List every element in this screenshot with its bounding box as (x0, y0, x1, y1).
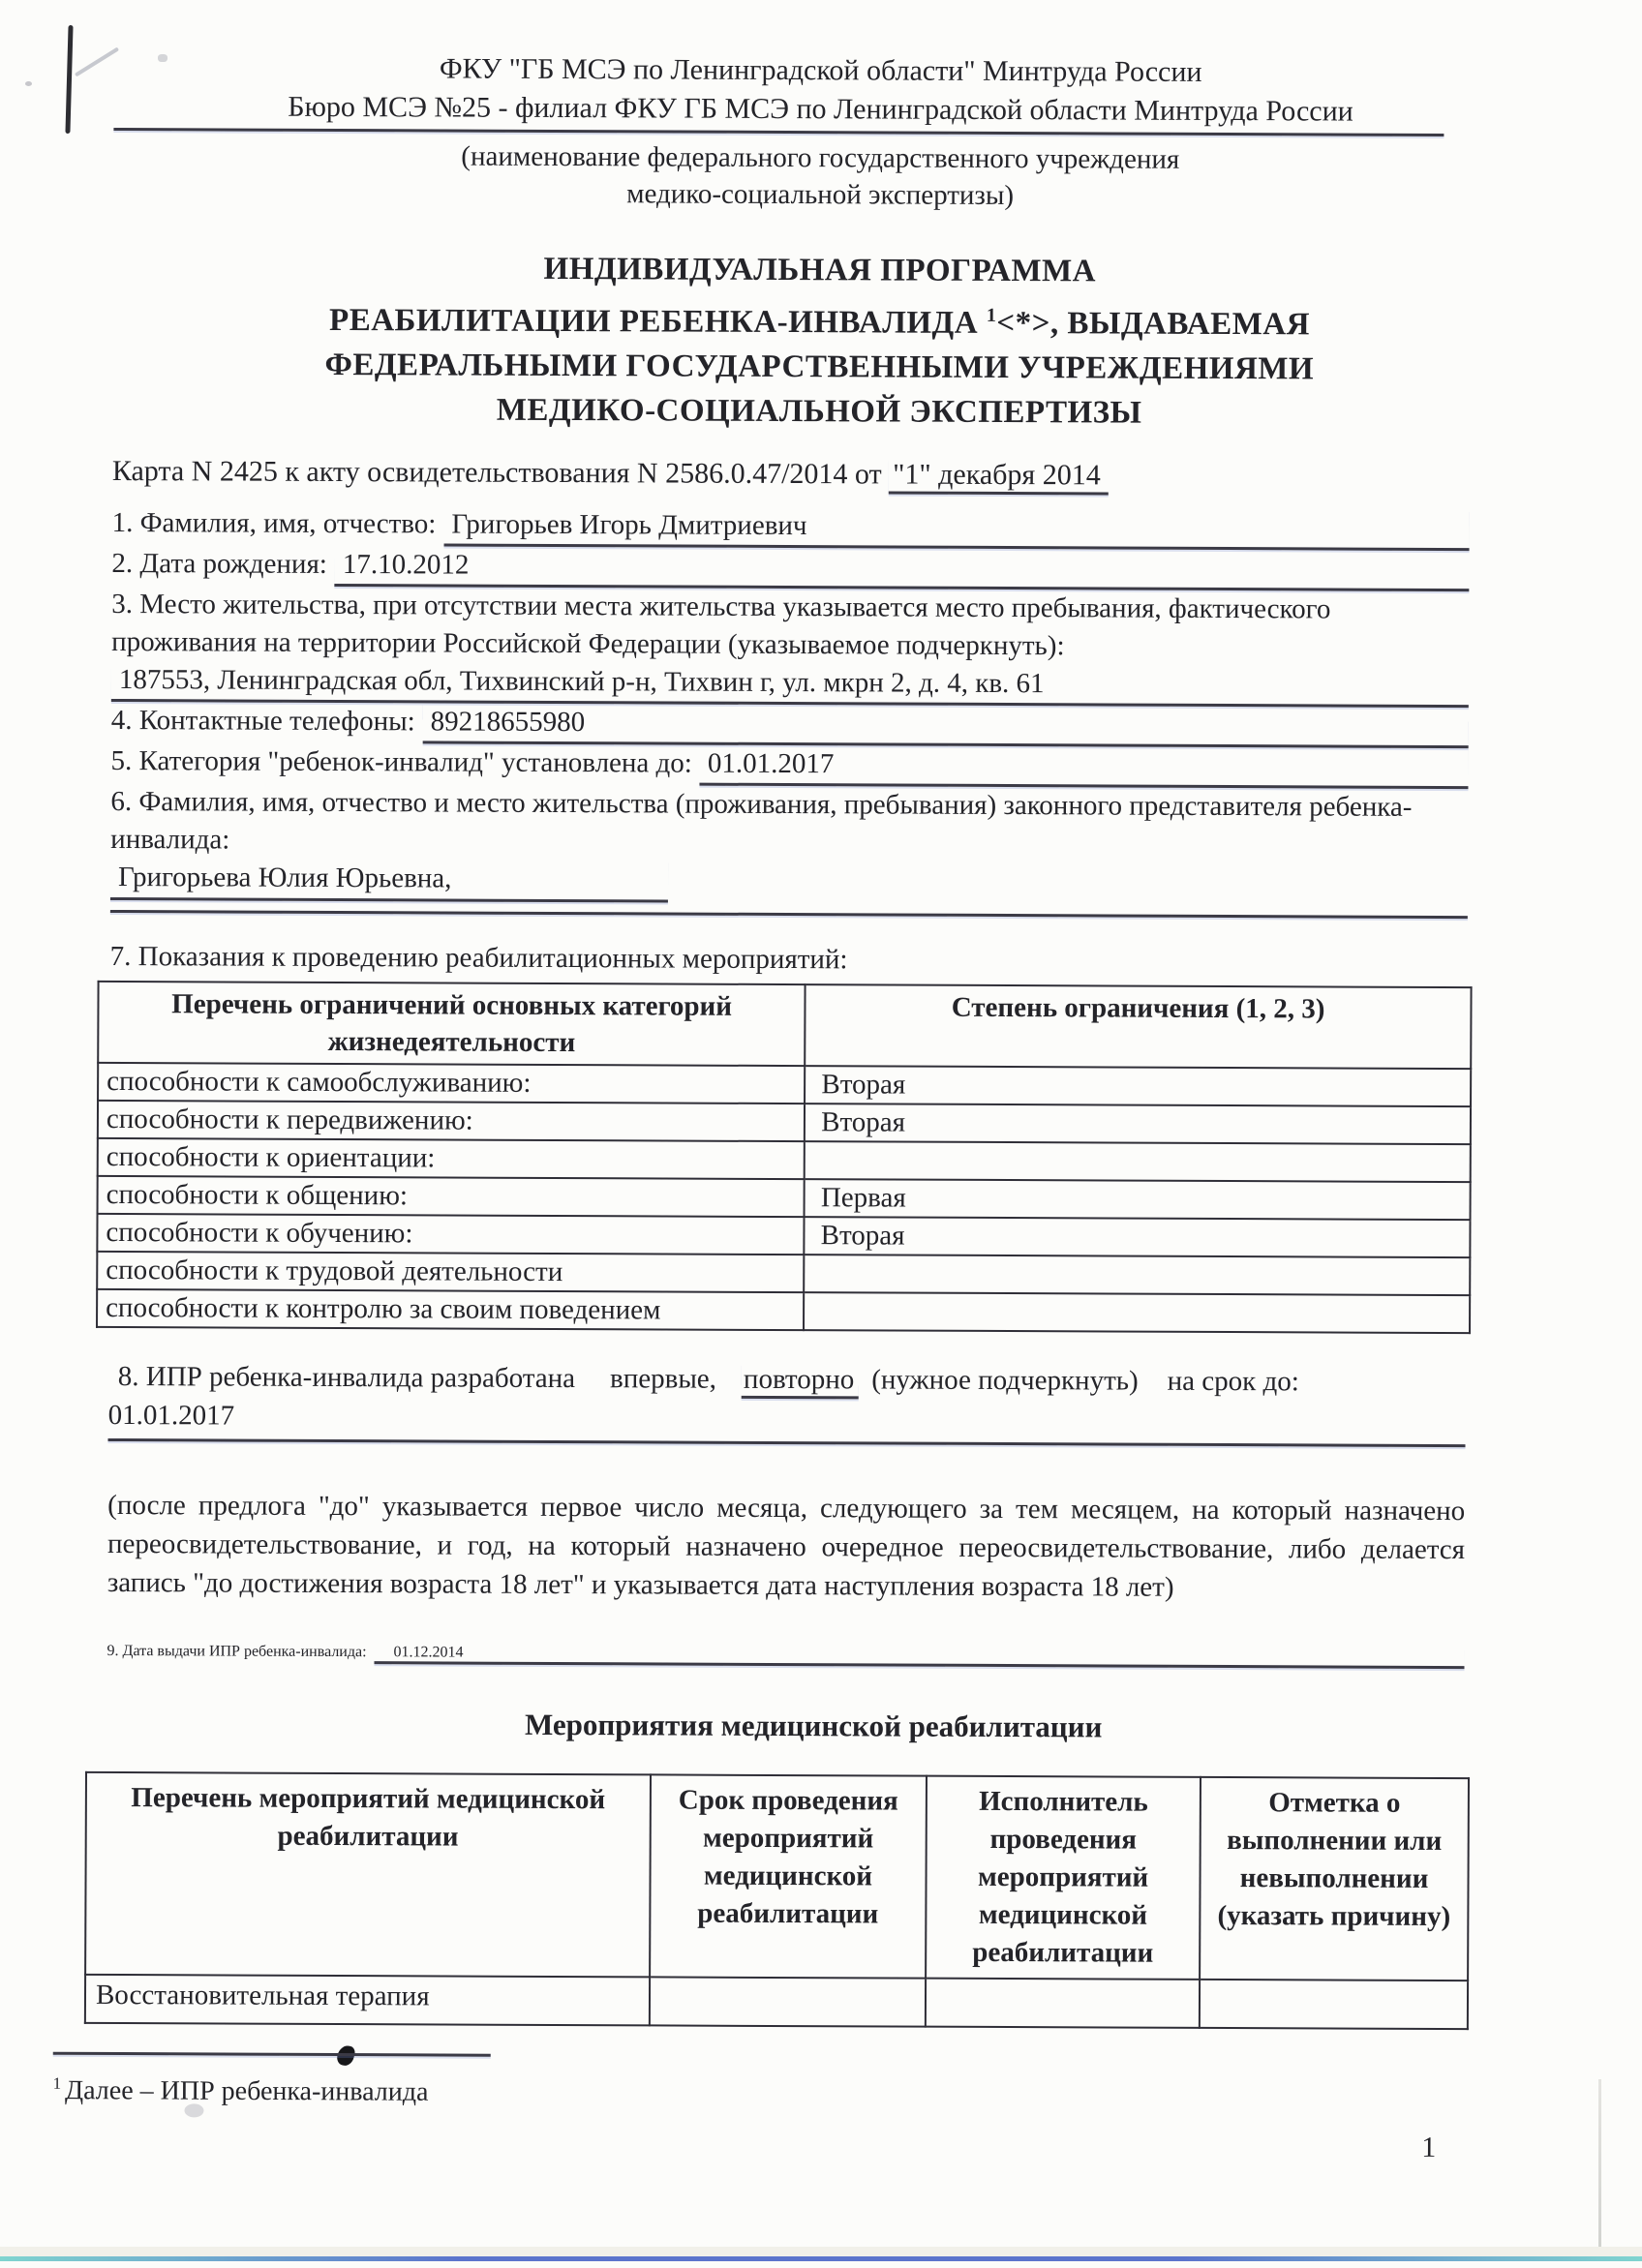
scan-speck (25, 81, 32, 86)
field-representative-label: 6. Фамилия, имя, отчество и место жительства (проживания, пребывания) законного представителя ребенка-инвалида: (110, 785, 1413, 856)
field-representative-value: Григорьева Юлия Юрьевна, (110, 859, 668, 903)
personal-data-fields (110, 504, 1470, 919)
section9-issue-date (107, 1643, 1465, 1669)
medical-rehab-heading: Мероприятия медицинской реабилитации (524, 1707, 1103, 1744)
limitation-label: способности к передвижению: (98, 1101, 805, 1141)
field-full-name-value: Григорьев Игорь Дмитриевич (443, 505, 1469, 551)
organization-caption-line2: медико-социальной экспертизы) (626, 178, 1015, 212)
section8-line (108, 1357, 1466, 1402)
limitation-label: способности к общению: (98, 1176, 805, 1217)
table-row (98, 1176, 1471, 1220)
section9-label: 9. Дата выдачи ИПР ребенка-инвалида: (106, 1642, 367, 1661)
limitation-degree: Вторая (805, 1104, 1471, 1144)
footnote-separator (53, 2052, 491, 2057)
limitation-label: способности к контролю за своим поведением (97, 1289, 804, 1330)
measure-executor (926, 1979, 1200, 2028)
section8-term-label: на срок до: (1167, 1365, 1299, 1398)
limitation-degree: Вторая (805, 1066, 1471, 1106)
field-phones-value: 89218655980 (423, 703, 1469, 748)
field-full-name-label: 1. Фамилия, имя, отчество: (111, 506, 437, 540)
medical-rehab-table-wrap (84, 1771, 1470, 2030)
document-title-line3: ФЕДЕРАЛЬНЫМИ ГОСУДАРСТВЕННЫМИ УЧРЕЖДЕНИЯМИ (324, 347, 1315, 387)
table-row (97, 1252, 1470, 1295)
footnote-text (52, 2067, 490, 2110)
field-category-valid-until (110, 742, 1468, 789)
section8-prefix: 8. ИПР ребенка-инвалида разработана (117, 1361, 576, 1395)
table-row (97, 1289, 1470, 1333)
measures-col-header: Перечень мероприятий медицинской реабилитации (85, 1772, 651, 1978)
section8-option-repeat: повторно (742, 1364, 858, 1400)
title-line2-text: РЕАБИЛИТАЦИИ РЕБЕНКА-ИНВАЛИДА (329, 302, 987, 341)
limitation-degree: Первая (805, 1179, 1471, 1220)
medical-rehab-table (84, 1771, 1470, 2030)
organization-name-line2: Бюро МСЭ №25 - филиал ФКУ ГБ МСЭ по Ленинградской области Минтруда России (288, 90, 1353, 128)
field-category-label: 5. Категория "ребенок-инвалид" установлена до: (110, 744, 692, 779)
title-line2-tail: <*>, ВЫДАВАЕМАЯ (996, 305, 1311, 343)
field-residence-label: 3. Место жительства, при отсутствии места жительства указывается место пребывания, фактического проживания на территории Российской Федерации (указываемое подчеркнуть): (111, 588, 1331, 662)
measure-term (649, 1977, 926, 2026)
section8-note: (после предлога "до" указывается первое число месяца, следующего за тем месяцем, на который назначено переосвидетельствование, и год, на который назначено очередное переосвидетельствование, либо делается запись "до достижения возраста 18 лет" и указывается дата наступления возраста 18 лет) (106, 1489, 1466, 1603)
limitations-col-header: Перечень ограничений основных категорий жизнедеятельности (98, 982, 806, 1066)
table-row (85, 1975, 1468, 2029)
document-title-line2 (0, 288, 1641, 348)
field-category-value: 01.01.2017 (700, 745, 1469, 789)
scan-speck (158, 54, 167, 62)
table-row (98, 1138, 1471, 1182)
table-row (98, 1063, 1471, 1106)
measure-mark (1200, 1980, 1468, 2029)
field-birth-date-label: 2. Дата рождения: (111, 547, 327, 580)
field-birth-date (111, 545, 1469, 591)
footnote-block (52, 2052, 490, 2110)
footnote-reference-mark: 1 (986, 304, 997, 326)
document-title (0, 244, 1641, 437)
limitation-degree: Вторая (805, 1217, 1471, 1257)
limitation-label: способности к ориентации: (98, 1138, 805, 1179)
limitation-label: способности к самообслуживанию: (98, 1063, 805, 1104)
completion-col-header: Отметка о выполнении или невыполнении (указать причину) (1200, 1777, 1469, 1981)
measure-name: Восстановительная терапия (85, 1975, 650, 2026)
organization-header (0, 0, 1642, 133)
scan-bottom-edge-line (0, 2256, 1642, 2261)
scan-bottom-band (0, 2247, 1642, 2256)
limitation-degree (804, 1292, 1470, 1333)
footnote-body: Далее – ИПР ребенка-инвалида (65, 2075, 429, 2107)
limitation-label: способности к трудовой деятельности (97, 1252, 804, 1292)
page-number: 1 (1421, 2131, 1437, 2163)
field-phones (111, 702, 1469, 748)
document-title-line4: МЕДИКО-СОЦИАЛЬНОЙ ЭКСПЕРТИЗЫ (496, 392, 1142, 431)
card-act-line (112, 452, 1470, 497)
table-row (98, 1101, 1471, 1144)
organization-name-line1: ФКУ "ГБ МСЭ по Ленинградской области" Минтруда России (439, 52, 1202, 88)
scan-edge-artifact (1598, 2079, 1601, 2261)
field-birth-date-value: 17.10.2012 (335, 546, 1470, 591)
document-title-line1: ИНДИВИДУАЛЬНАЯ ПРОГРАММА (543, 251, 1097, 289)
field-residence-value: 187553, Ленинградская обл, Тихвинский р-н, Тихвин г, ул. мкрн 2, д. 4, кв. 61 (111, 661, 1469, 708)
degree-col-header: Степень ограничения (1, 2, 3) (805, 984, 1471, 1069)
section8-term-value: 01.01.2017 (107, 1399, 235, 1432)
limitations-table-header-row (98, 982, 1471, 1069)
section9-value: 01.12.2014 (375, 1644, 1465, 1669)
field-representative-underline (110, 910, 1468, 919)
card-act-text: Карта N 2425 к акту освидетельствования N 2586.0.47/2014 от (111, 454, 890, 491)
section8-option-first: впервые, (610, 1363, 717, 1395)
limitation-degree (804, 1255, 1470, 1295)
footnote-number: 1 (52, 2073, 62, 2093)
term-col-header: Срок проведения мероприятий медицинской реабилитации (650, 1774, 927, 1978)
limitation-label: способности к обучению: (97, 1214, 804, 1255)
limitations-table (96, 981, 1473, 1334)
section8-ipr-developed (107, 1357, 1466, 1608)
card-act-date: "1" декабря 2014 (889, 458, 1109, 495)
medical-rehab-header-row (85, 1772, 1469, 1981)
table-row (97, 1214, 1470, 1257)
field-phones-label: 4. Контактные телефоны: (110, 704, 415, 738)
limitation-degree (805, 1141, 1471, 1182)
field-representative-value-row (110, 859, 1468, 906)
executor-col-header: Исполнитель проведения мероприятий медицинской реабилитации (926, 1776, 1201, 1980)
section7-heading: 7. Показания к проведению реабилитационных мероприятий: (109, 940, 848, 976)
organization-caption-line1: (наименование федерального государственного учреждения (461, 140, 1180, 175)
section8-underline (108, 1438, 1466, 1447)
field-full-name (112, 504, 1470, 551)
section8-instruction: (нужное подчеркнуть) (871, 1364, 1139, 1397)
